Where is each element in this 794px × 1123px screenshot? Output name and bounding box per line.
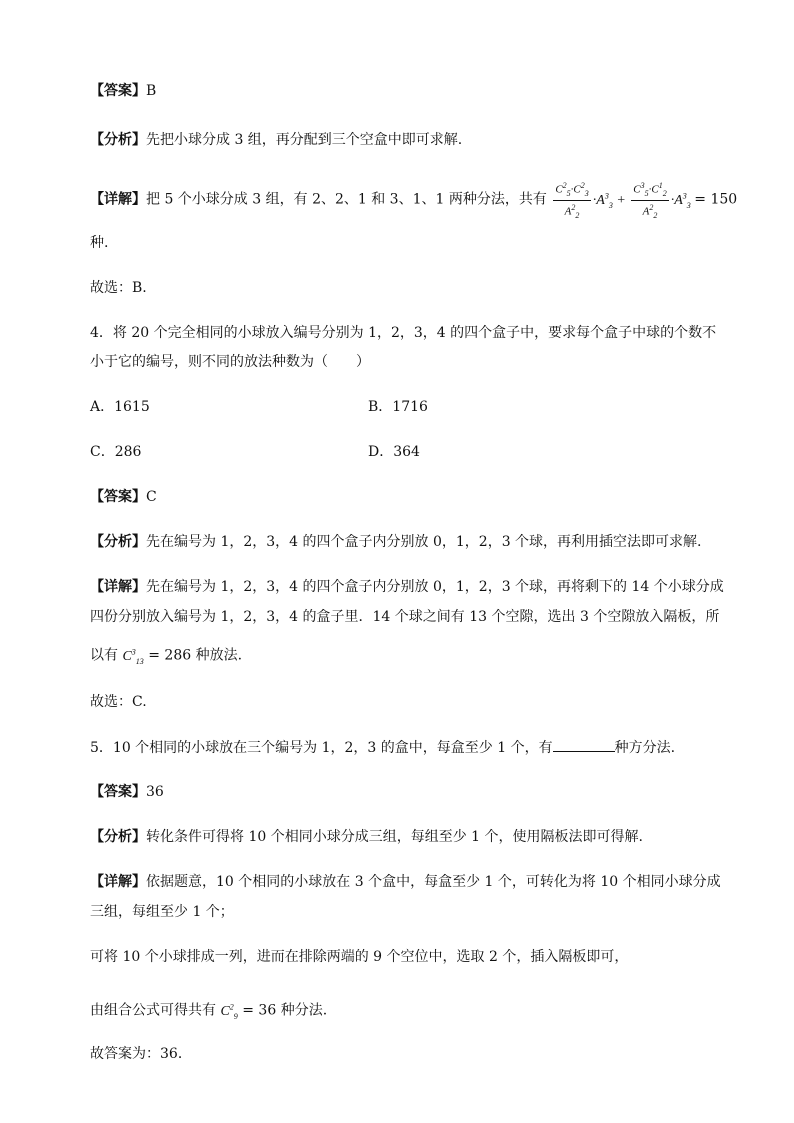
answer-blank — [553, 737, 615, 752]
answer-value: C — [146, 489, 157, 505]
detail-text: 由组合公式可得共有 — [90, 1002, 216, 1019]
answer-value: B — [146, 83, 157, 99]
q3-conclusion: 故选：B. — [90, 280, 147, 296]
detail-tag: 【详解】 — [90, 191, 146, 208]
q5-stem-text: 5．10 个相同的小球放在三个编号为 1，2，3 的盒中，每盒至少 1 个，有 — [90, 740, 553, 756]
q3-analysis-line — [90, 130, 462, 150]
q4-option-c: C．286 — [90, 444, 142, 460]
analysis-tag: 【分析】 — [90, 829, 146, 845]
detail-text: 以有 — [90, 647, 118, 664]
detail-text: = 36 种分法. — [242, 1002, 328, 1019]
q4-option-d: D．364 — [368, 444, 420, 460]
q5-detail-line2: 三组，每组至少 1 个； — [90, 904, 234, 920]
q3-detail-tail: 种. — [90, 235, 109, 251]
q4-detail-line2: 四份分别放入编号为 1，2，3，4 的盒子里．14 个球之间有 13 个空隙，选出 3 个空隙放入隔板，所 — [90, 609, 720, 625]
q5-answer-line — [90, 782, 164, 802]
fraction-1: $\frac{C^2_5\cdot C^2_3}{A^2_2}$ — [555, 181, 589, 220]
q4-stem-line1: 4．将 20 个完全相同的小球放入编号分别为 1，2，3，4 的四个盒子中，要求每个盒子中球的个数不 — [90, 325, 717, 341]
answer-tag: 【答案】 — [90, 784, 146, 800]
q4-answer-line — [90, 487, 157, 507]
q5-detail-line1 — [90, 872, 721, 892]
detail-text: 把 5 个小球分成 3 组，有 2、2、1 和 3、1、1 两种分法，共有 — [146, 191, 547, 208]
answer-tag: 【答案】 — [90, 489, 146, 505]
detail-text: = 286 种放法. — [148, 647, 243, 664]
q3-detail-line — [90, 178, 737, 223]
q5-analysis-line — [90, 827, 643, 847]
analysis-text: 转化条件可得将 10 个相同小球分成三组，每组至少 1 个，使用隔板法即可得解. — [146, 829, 643, 845]
q5-line4 — [90, 997, 327, 1026]
fraction-2: $\frac{C^3_5\cdot C^1_2}{A^2_2}$ — [633, 181, 667, 220]
q4-detail-line3 — [90, 642, 242, 671]
analysis-text: 先在编号为 1，2，3，4 的四个盒子内分别放 0，1，2，3 个球，再利用插空法即可求解. — [146, 534, 702, 550]
q4-option-b: B．1716 — [368, 399, 428, 415]
q3-answer-line — [90, 81, 156, 101]
analysis-tag: 【分析】 — [90, 534, 146, 550]
q5-stem — [90, 737, 675, 758]
analysis-tag: 【分析】 — [90, 132, 146, 148]
q5-stem-text: 种方分法. — [614, 740, 676, 756]
answer-tag: 【答案】 — [90, 83, 146, 99]
q4-stem-line2: 小于它的编号，则不同的放法种数为（ ） — [90, 354, 370, 370]
combination-formula: $\frac{C^2_5\cdot C^2_3}{A^2_2}$ $\cdot A^3_3$ + $\frac{C^3_5\cdot C^1_2}{A^2_2}$ $\cdot A^3_3$ — [555, 181, 691, 220]
formula-result: = 150 — [694, 191, 738, 208]
answer-value: 36 — [146, 784, 164, 800]
q4-detail-line1 — [90, 577, 724, 597]
q5-conclusion: 故答案为：36． — [90, 1046, 192, 1062]
detail-tag: 【详解】 — [90, 579, 146, 595]
combination-c9-2: $C^2_9$ — [220, 1002, 238, 1021]
q4-analysis-line — [90, 532, 702, 552]
q4-option-a: A．1615 — [90, 399, 150, 415]
detail-tag: 【详解】 — [90, 874, 146, 890]
analysis-text: 先把小球分成 3 组，再分配到三个空盒中即可求解. — [146, 132, 463, 148]
q4-conclusion: 故选：C. — [90, 694, 147, 710]
detail-text: 先在编号为 1，2，3，4 的四个盒子内分别放 0，1，2，3 个球，再将剩下的 14 个小球分成 — [146, 579, 724, 595]
q5-line3: 可将 10 个小球排成一列，进而在排除两端的 9 个空位中，选取 2 个，插入隔板即可， — [90, 949, 629, 965]
detail-text: 依据题意，10 个相同的小球放在 3 个盒中，每盒至少 1 个，可转化为将 10 个相同小球分成 — [146, 874, 721, 890]
combination-c13-3: $C^3_{13}$ — [122, 647, 144, 666]
